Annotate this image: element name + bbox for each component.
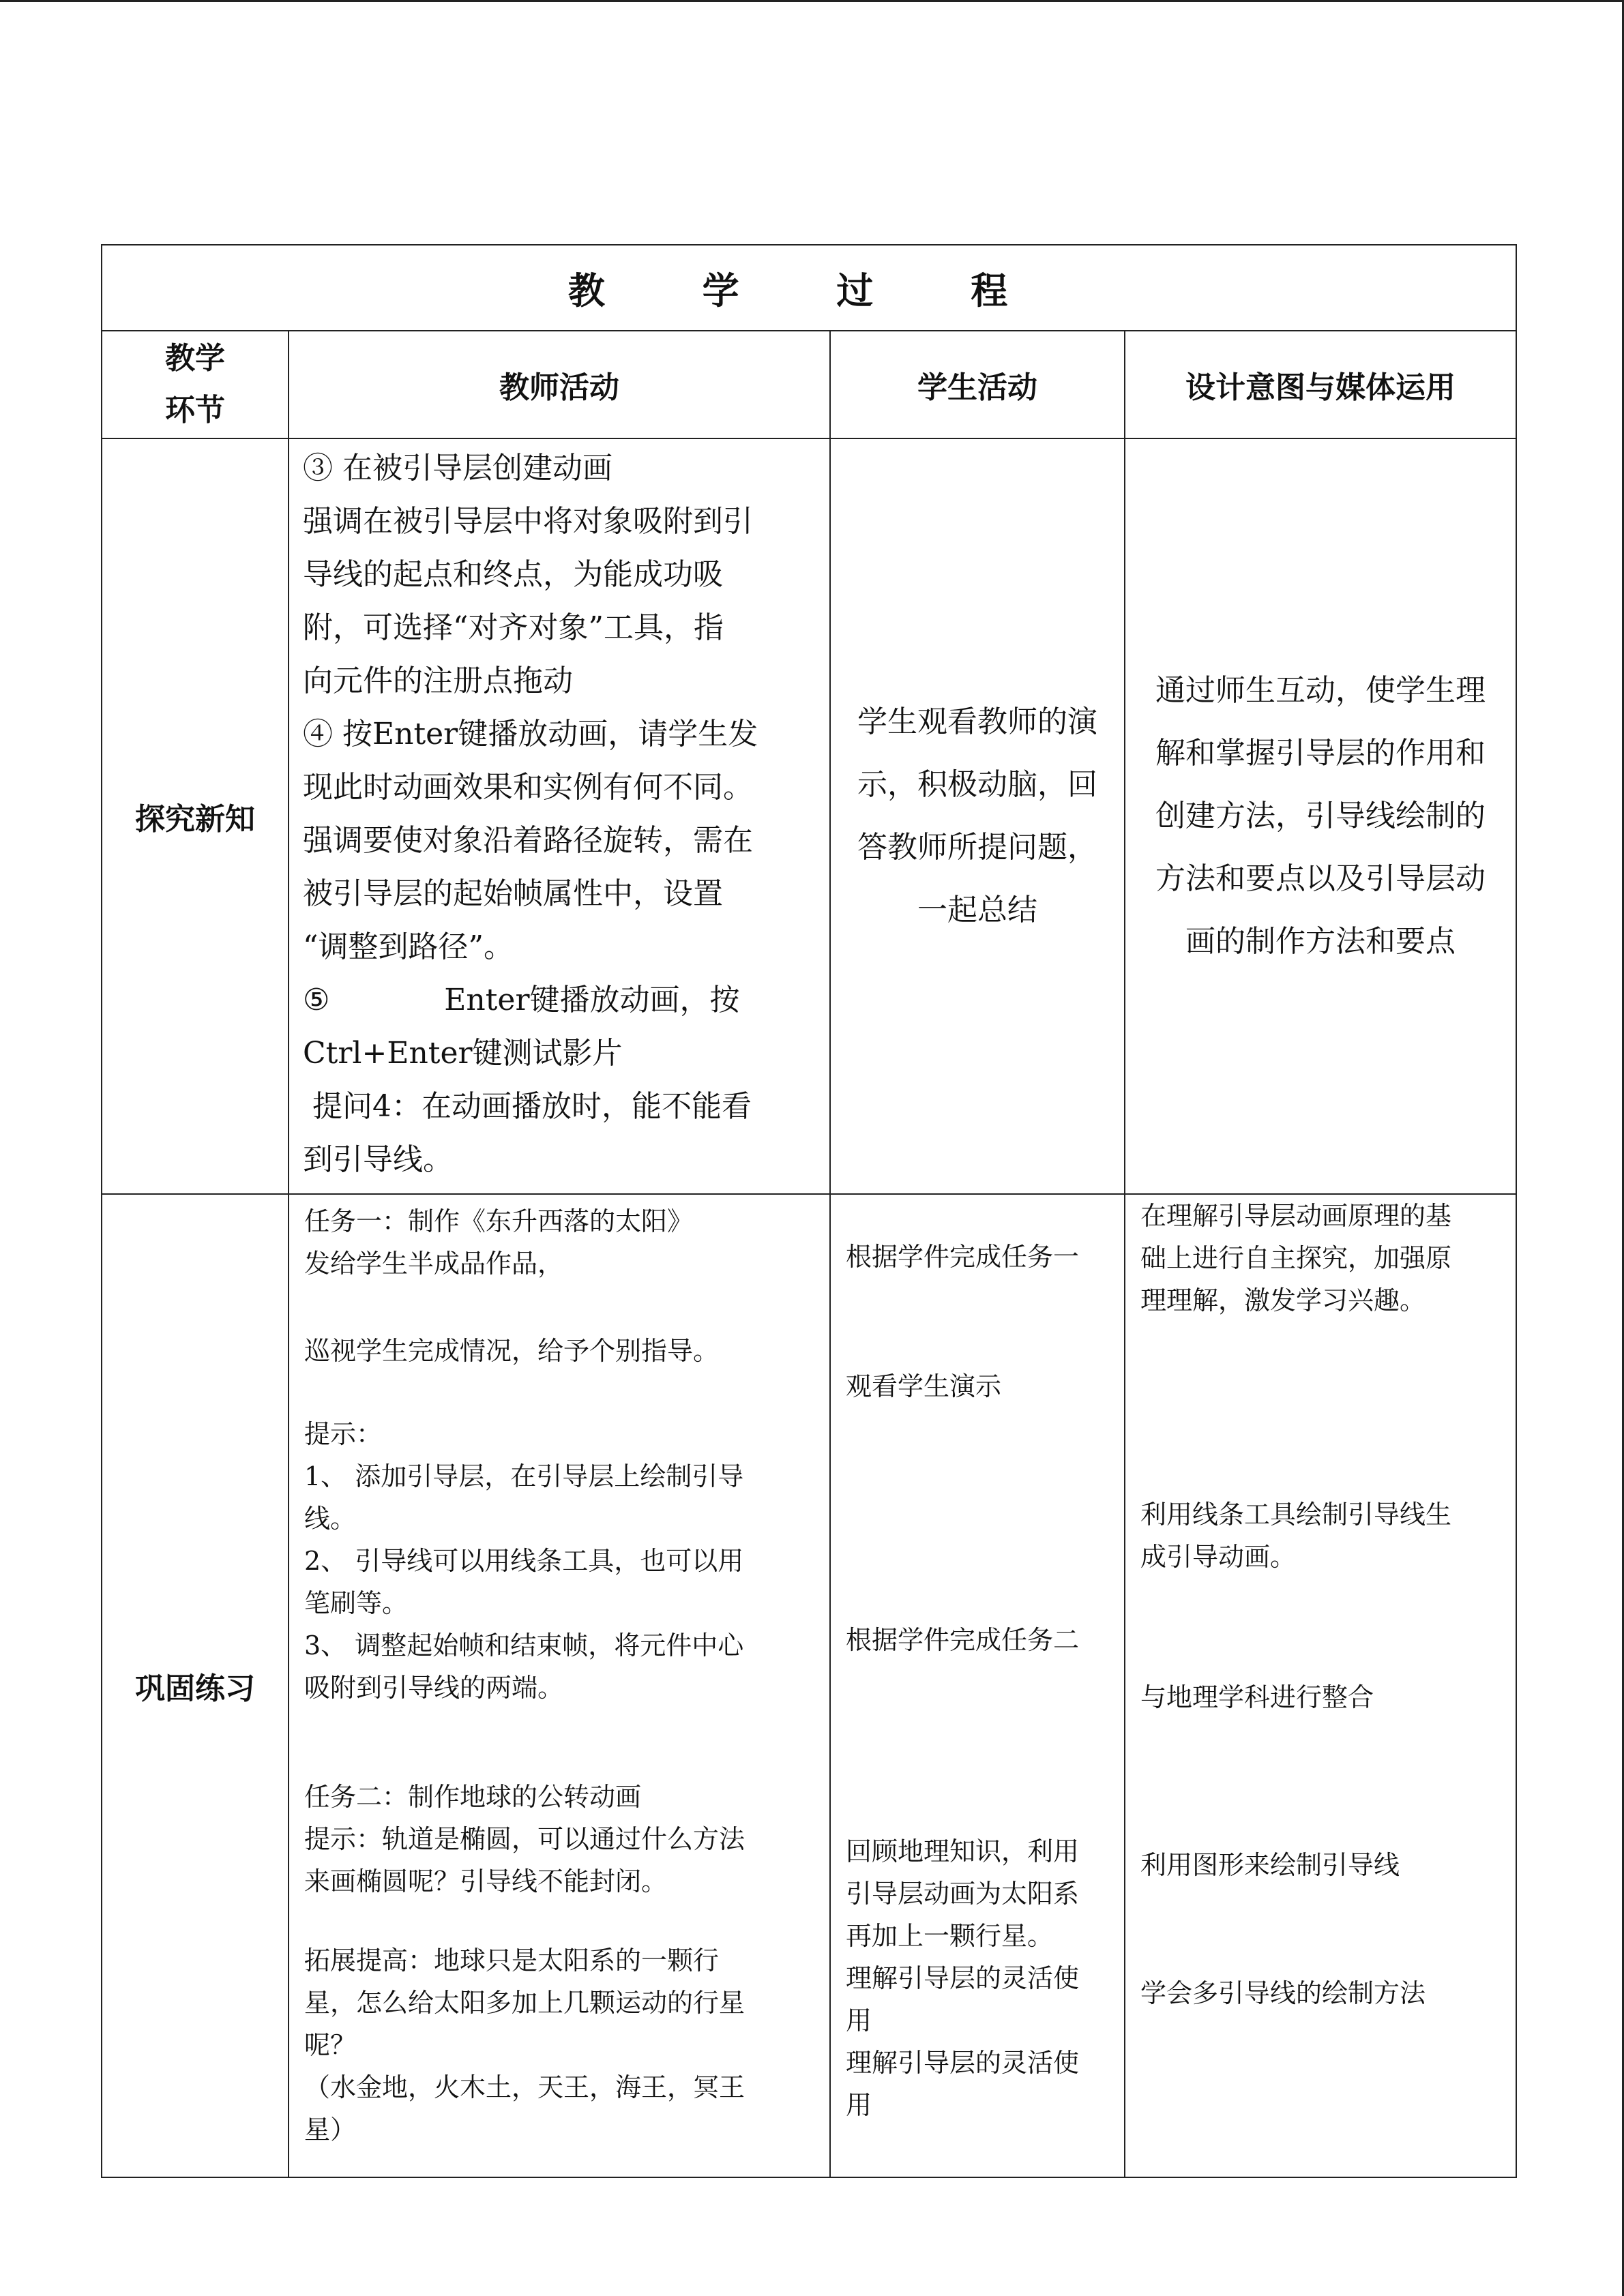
teacher-line: 3、 调整起始帧和结束帧，将元件中心 <box>304 1630 744 1660</box>
teacher-block-patrol <box>304 1330 823 1372</box>
student-line: 学生观看教师的演 <box>857 704 1097 739</box>
teaching-process-table <box>101 244 1517 2178</box>
teacher-line: 2、 引导线可以用线条工具，也可以用 <box>304 1546 744 1576</box>
design-line: 学会多引导线的绘制方法 <box>1140 1978 1426 2008</box>
teacher-line: 巡视学生完成情况，给予个别指导。 <box>304 1336 720 1366</box>
teacher-line: 1、 添加引导层，在引导层上绘制引导 <box>304 1461 744 1491</box>
teacher-block-extension <box>304 1939 823 2151</box>
table-row-practice <box>102 1194 1516 2177</box>
teacher-line: 现此时动画效果和实例有何不同。 <box>303 770 753 805</box>
header-teacher: 教师活动 <box>289 331 830 438</box>
teacher-line: 任务一：制作《东升西落的太阳》 <box>304 1206 694 1236</box>
student-line: 用 <box>846 2090 872 2120</box>
student-line: 理解引导层的灵活使 <box>846 1963 1080 1993</box>
design-line: 解和掌握引导层的作用和 <box>1155 736 1486 771</box>
student-block-task1 <box>846 1236 1117 1278</box>
student-line: 回顾地理知识，利用 <box>846 1836 1080 1866</box>
design-line: 础上进行自主探究，加强原 <box>1140 1243 1452 1273</box>
design-block-4 <box>1140 1844 1509 1886</box>
design-line: 利用线条工具绘制引导线生 <box>1140 1500 1452 1530</box>
teacher-activity-explore <box>289 438 830 1194</box>
teacher-block-task1 <box>304 1200 823 1285</box>
teacher-line: 附，可选择“对齐对象”工具，指 <box>303 610 724 645</box>
table-title: 教 学 过 程 <box>102 245 1516 331</box>
teacher-line: 笔刷等。 <box>304 1588 409 1618</box>
student-line: 观看学生演示 <box>846 1371 1002 1401</box>
design-block-5 <box>1140 1972 1509 2014</box>
teacher-line: （水金地，火木土，天王，海王，冥王 <box>304 2072 745 2102</box>
student-line: 答教师所提问题， <box>857 830 1097 865</box>
teacher-block-task2 <box>304 1776 823 1903</box>
design-line: 方法和要点以及引导层动 <box>1155 861 1486 896</box>
design-line: 画的制作方法和要点 <box>1185 924 1456 959</box>
teacher-line: Ctrl+Enter键测试影片 <box>303 1036 623 1071</box>
design-line: 理理解，激发学习兴趣。 <box>1140 1285 1426 1315</box>
teacher-line: ⑤ Enter键播放动画，按 <box>303 983 740 1017</box>
student-line: 根据学件完成任务二 <box>846 1625 1080 1655</box>
teacher-line: 提示：轨道是椭圆，可以通过什么方法 <box>304 1824 745 1854</box>
teacher-line: 星，怎么给太阳多加上几颗运动的行星 <box>304 1988 745 2018</box>
design-line: 成引导动画。 <box>1140 1542 1297 1572</box>
design-block-1 <box>1140 1195 1509 1322</box>
header-design: 设计意图与媒体运用 <box>1125 331 1516 438</box>
teacher-line: 呢？ <box>304 2030 357 2060</box>
table-row-explore <box>102 438 1516 1194</box>
teacher-activity-practice <box>289 1194 830 2177</box>
student-line: 引导层动画为太阳系 <box>846 1879 1080 1909</box>
student-line: 一起总结 <box>917 893 1037 927</box>
design-line: 在理解引导层动画原理的基 <box>1140 1201 1452 1231</box>
student-line: 用 <box>846 2006 872 2036</box>
student-activity-explore <box>830 438 1125 1194</box>
teacher-line: 强调要使对象沿着路径旋转，需在 <box>303 823 753 858</box>
student-block-task2 <box>846 1619 1117 1661</box>
teacher-line: ③ 在被引导层创建动画 <box>303 451 612 486</box>
teacher-line: 提问4：在动画播放时，能不能看 <box>303 1089 752 1124</box>
teacher-line: 被引导层的起始帧属性中，设置 <box>303 876 723 911</box>
header-stage <box>102 331 289 438</box>
design-intent-explore <box>1125 438 1516 1194</box>
student-line: 示，积极动脑，回 <box>857 767 1097 802</box>
teacher-line: 强调在被引导层中将对象吸附到引 <box>303 504 753 539</box>
teacher-line: 到引导线。 <box>303 1142 453 1177</box>
stage-practice: 巩固练习 <box>102 1194 289 2177</box>
teacher-line: 线。 <box>304 1504 357 1534</box>
page-top-rule <box>0 0 1624 2</box>
stage-explore: 探究新知 <box>102 438 289 1194</box>
student-activity-practice <box>830 1194 1125 2177</box>
teacher-line: 发给学生半成品作品， <box>304 1249 564 1279</box>
student-block-demo <box>846 1365 1117 1407</box>
teacher-line: 导线的起点和终点，为能成功吸 <box>303 557 723 592</box>
teacher-line: 提示： <box>304 1419 383 1449</box>
design-line: 创建方法，引导线绘制的 <box>1155 799 1486 833</box>
header-stage-line1: 教学 <box>165 341 225 376</box>
student-block-review <box>846 1830 1117 2126</box>
teacher-line: 吸附到引导线的两端。 <box>304 1673 564 1703</box>
design-line: 利用图形来绘制引导线 <box>1140 1850 1400 1880</box>
design-line: 与地理学科进行整合 <box>1140 1682 1374 1712</box>
teacher-line: 向元件的注册点拖动 <box>303 664 573 698</box>
teacher-line: “调整到路径”。 <box>303 929 514 964</box>
teacher-line: 星） <box>304 2115 357 2145</box>
teacher-block-hints <box>304 1413 823 1709</box>
design-block-2 <box>1140 1493 1509 1578</box>
design-intent-practice <box>1125 1194 1516 2177</box>
teacher-line: 任务二：制作地球的公转动画 <box>304 1782 642 1812</box>
design-line: 通过师生互动，使学生理 <box>1155 673 1486 708</box>
student-line: 理解引导层的灵活使 <box>846 2048 1080 2078</box>
header-stage-line2: 环节 <box>165 393 225 428</box>
student-line: 再加上一颗行星。 <box>846 1921 1054 1951</box>
teacher-line: 来画椭圆呢？引导线不能封闭。 <box>304 1866 668 1896</box>
design-block-3 <box>1140 1676 1509 1718</box>
student-line: 根据学件完成任务一 <box>846 1242 1080 1272</box>
header-student: 学生活动 <box>830 331 1125 438</box>
teacher-line: 拓展提高：地球只是太阳系的一颗行 <box>304 1945 720 1976</box>
teacher-line: ④ 按Enter键播放动画，请学生发 <box>303 717 758 751</box>
